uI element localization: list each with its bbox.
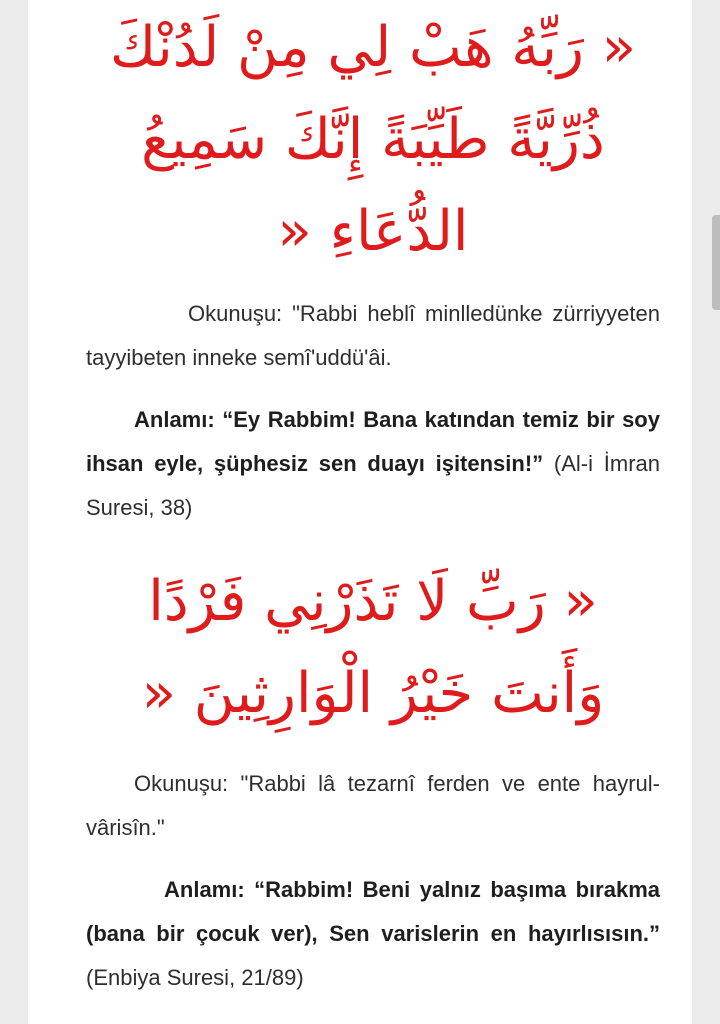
source-1: (Al-i İmran Suresi, 38) [86, 451, 660, 520]
arabic-verse-1-line-1: « رَبِّهُ هَبْ لِي مِنْ لَدُنْكَ [109, 15, 637, 80]
meaning-paragraph-1 [86, 398, 660, 530]
reading-text-2: "Rabbi lâ tezarnî ferden ve ente hayrul-vârisîn." [86, 771, 660, 840]
arabic-verse-2-line-2: وَأَنتَ خَيْرُ الْوَارِثِينَ « [141, 661, 605, 726]
arabic-verse-2-line-1: « رَبِّ لَا تَذَرْنِي فَرْدًا [148, 569, 598, 634]
meaning-label-1: Anlamı: [134, 407, 215, 432]
meaning-text-1: “Ey Rabbim! Bana katından temiz bir soy ihsan eyle, şüphesiz sen duayı işitensin!” [86, 407, 660, 476]
article-page [28, 0, 692, 1024]
reading-text-1: "Rabbi heblî minlledünke zürriyyeten tayyibeten inneke semî'uddü'âi. [86, 301, 660, 370]
reading-label-1: Okunuşu: [188, 301, 283, 326]
source-2: (Enbiya Suresi, 21/89) [86, 965, 304, 990]
meaning-text-2: “Rabbim! Beni yalnız başıma bırakma (bana bir çocuk ver), Sen varislerin en hayırlısısın.” [86, 877, 660, 946]
arabic-verse-1-line-3: الدُّعَاءِ « [277, 199, 469, 264]
arabic-verse-1 [86, 2, 660, 278]
meaning-label-2: Anlamı: [164, 877, 245, 902]
arabic-verse-1-line-2: ذُرِّيَّةً طَيِّبَةً إِنَّكَ سَمِيعُ [141, 107, 605, 172]
reading-paragraph-2 [86, 762, 660, 850]
reading-label-2: Okunuşu: [134, 771, 229, 796]
reading-paragraph-1 [86, 292, 660, 380]
arabic-verse-2 [86, 556, 660, 740]
meaning-paragraph-2 [86, 868, 660, 1000]
scrollbar-thumb[interactable] [712, 215, 720, 310]
